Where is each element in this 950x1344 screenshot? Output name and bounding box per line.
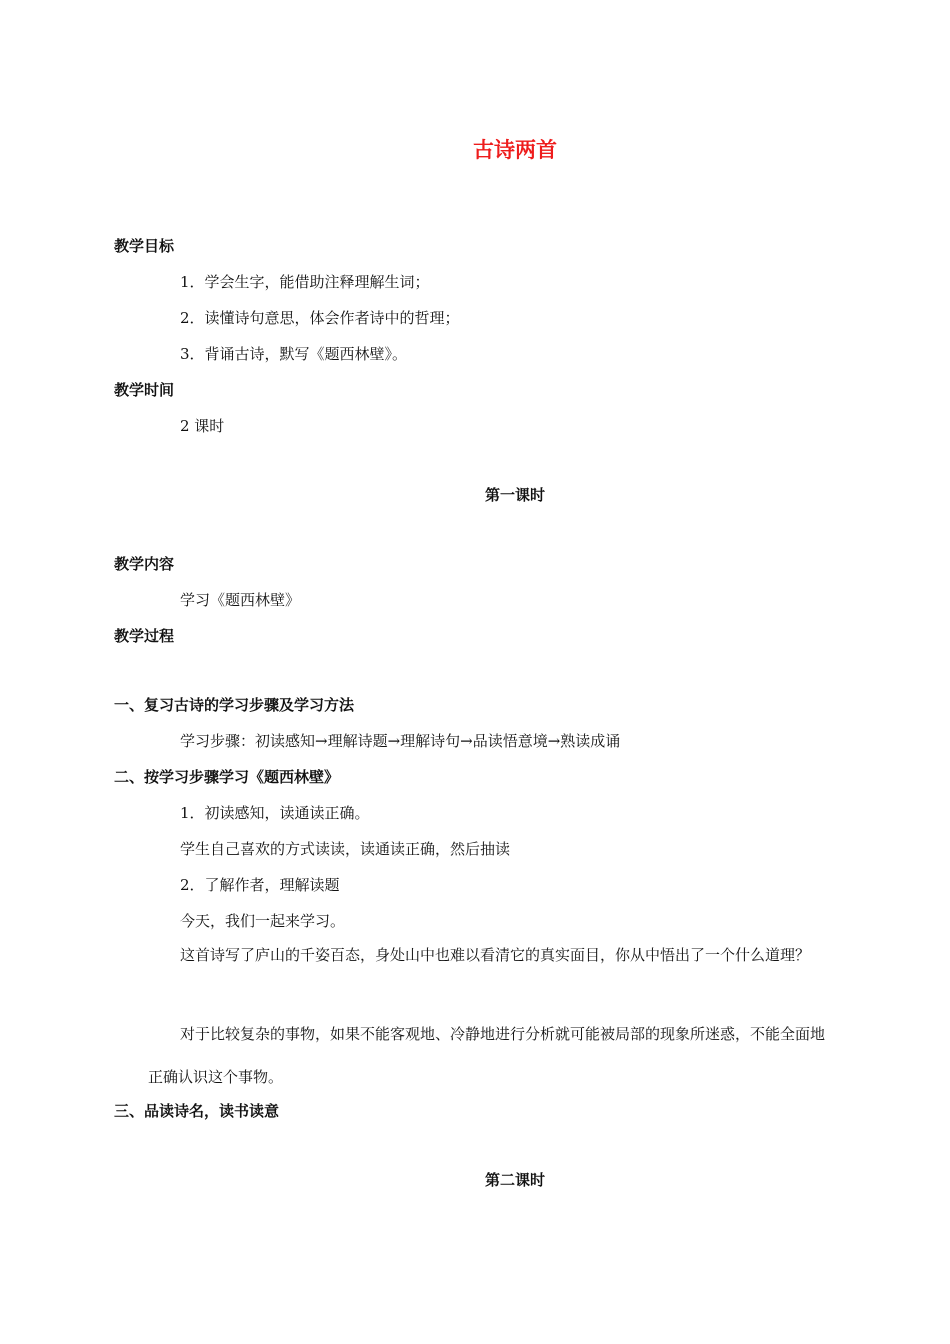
lesson2-heading: 第二课时 [484,1171,545,1189]
objective-item: 1．学会生字，能借助注释理解生词； [180,273,430,291]
section2-line: 学生自己喜欢的方式读读，读通读正确，然后抽读 [180,840,511,858]
section2-line: 2．了解作者，理解读题 [180,876,340,894]
section2-heading: 二、按学习步骤学习《题西林壁》 [114,768,340,786]
time-heading: 教学时间 [114,381,175,399]
section2-paragraph: 对于比较复杂的事物，如果不能客观地、冷静地进行分析就可能被局部的现象所迷惑，不能全面地正确认识这个事物。 [148,1025,826,1086]
section2-line: 今天，我们一起来学习。 [180,912,346,930]
section3-heading: 三、品读诗名，读书读意 [114,1102,280,1120]
document-title: 古诗两首 [473,138,557,162]
objective-item: 2．读懂诗句意思，体会作者诗中的哲理； [180,309,460,327]
section1-text: 学习步骤：初读感知→理解诗题→理解诗句→品读悟意境→熟读成诵 [180,732,621,750]
content-heading: 教学内容 [114,555,175,573]
objectives-heading: 教学目标 [114,237,175,255]
content-value: 学习《题西林壁》 [180,591,301,609]
section2-line: 1．初读感知，读通读正确。 [180,804,370,822]
lesson1-heading: 第一课时 [484,486,545,504]
process-heading: 教学过程 [114,627,175,645]
time-value: 2 课时 [180,417,225,435]
objective-item: 3．背诵古诗，默写《题西林壁》。 [180,345,408,363]
section2-paragraph: 这首诗写了庐山的千姿百态，身处山中也难以看清它的真实面目，你从中悟出了一个什么道理？ [180,946,811,964]
section1-heading: 一、复习古诗的学习步骤及学习方法 [114,696,355,714]
